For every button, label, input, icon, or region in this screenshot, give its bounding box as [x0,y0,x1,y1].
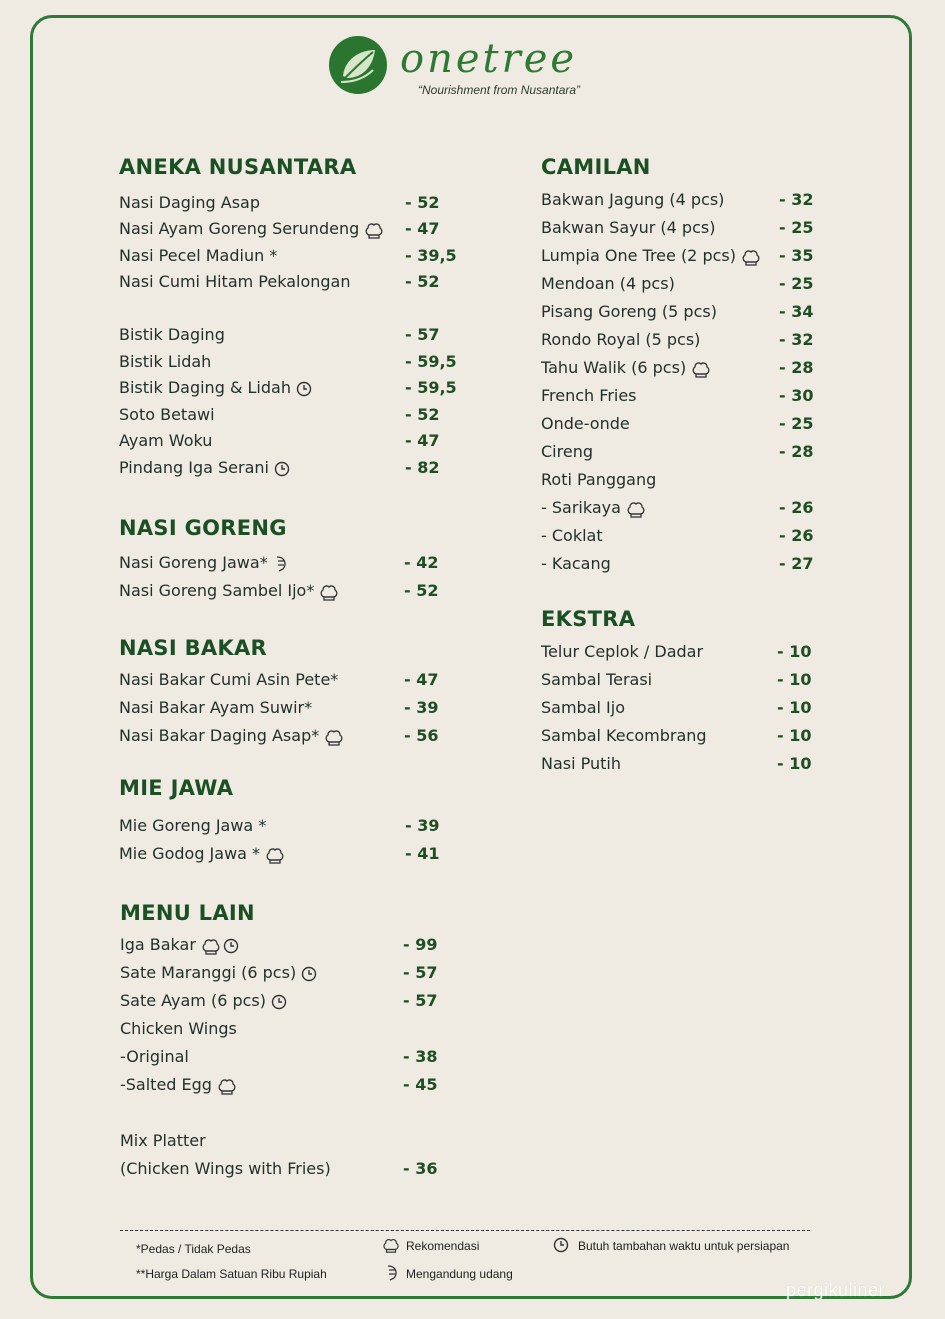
menu-item: Lumpia One Tree (2 pcs) [541,243,761,269]
menu-item: Mie Goreng Jawa * [119,816,267,835]
menu-item: Nasi Pecel Madiun * [119,246,278,265]
legend-recommend-label: Rekomendasi [406,1239,480,1253]
menu-item: -Salted Egg [120,1072,237,1098]
chef-hat-icon [741,244,761,270]
menu-item: Sambal Terasi [541,670,653,689]
menu-item: Mendoan (4 pcs) [541,274,675,293]
menu-item-price: - 10 [777,698,812,717]
section-title-camilan: CAMILAN [541,155,651,179]
menu-item: Iga Bakar [120,932,239,958]
menu-item-price: - 57 [403,963,438,982]
menu-item-price: - 39,5 [405,246,457,265]
menu-item-price: - 10 [777,754,812,773]
menu-item: Nasi Bakar Ayam Suwir* [119,698,313,717]
menu-item-price: - 52 [405,193,440,212]
menu-item-price: - 47 [405,431,440,450]
menu-item: Mix Platter [120,1131,206,1150]
menu-item: - Sarikaya [541,495,646,521]
menu-item-price: - 35 [779,246,814,265]
footer-divider [120,1230,810,1231]
menu-item: Bistik Daging [119,325,225,344]
menu-item-price: - 57 [405,325,440,344]
menu-item-price: - 45 [403,1075,438,1094]
clock-icon [296,376,312,402]
menu-item-price: - 32 [779,330,814,349]
menu-item: Cireng [541,442,593,461]
menu-item: Bakwan Sayur (4 pcs) [541,218,716,237]
menu-item: Nasi Putih [541,754,622,773]
logo-leaf-icon [329,36,387,94]
menu-item: French Fries [541,386,637,405]
menu-item: Nasi Bakar Cumi Asin Pete* [119,670,339,689]
menu-item: Chicken Wings [120,1019,237,1038]
menu-item: - Coklat [541,526,603,545]
menu-item: Bakwan Jagung (4 pcs) [541,190,725,209]
menu-item: Sate Maranggi (6 pcs) [120,960,317,986]
menu-item: Pindang Iga Serani [119,455,290,481]
section-title-nasi-bakar: NASI BAKAR [119,636,268,660]
menu-item: - Kacang [541,554,611,573]
menu-item-price: - 39 [404,698,439,717]
menu-item-price: - 42 [404,553,439,572]
section-title-menu-lain: MENU LAIN [120,901,255,925]
clock-icon [223,933,239,959]
clock-icon [271,989,287,1015]
shrimp-icon [384,1264,400,1286]
section-title-nasi-goreng: NASI GORENG [119,516,287,540]
menu-item: Rondo Royal (5 pcs) [541,330,701,349]
menu-item-price: - 99 [403,935,438,954]
menu-item-price: - 26 [779,526,814,545]
menu-item: Tahu Walik (6 pcs) [541,355,711,381]
menu-item: Telur Ceplok / Dadar [541,642,704,661]
menu-item-price: - 82 [405,458,440,477]
menu-item-price: - 26 [779,498,814,517]
menu-item: Bistik Lidah [119,352,212,371]
clock-icon [274,456,290,482]
menu-item: Nasi Goreng Jawa* [119,550,289,576]
legend-time-label: Butuh tambahan waktu untuk persiapan [578,1239,790,1253]
chef-hat-icon [382,1236,400,1258]
menu-item: Onde-onde [541,414,630,433]
brand-name: onetree [400,36,578,82]
menu-item: Pisang Goreng (5 pcs) [541,302,717,321]
chef-hat-icon [201,933,221,959]
section-title-ekstra: EKSTRA [541,607,636,631]
chef-hat-icon [319,579,339,605]
menu-item: Mie Godog Jawa * [119,841,285,867]
chef-hat-icon [691,356,711,382]
menu-item: Roti Panggang [541,470,657,489]
menu-item: Sambal Kecombrang [541,726,707,745]
chef-hat-icon [324,724,344,750]
clock-icon [553,1237,569,1257]
brand-tagline: “Nourishment from Nusantara” [418,83,581,97]
menu-item-price: - 34 [779,302,814,321]
menu-item-price: - 32 [779,190,814,209]
menu-item: Nasi Ayam Goreng Serundeng [119,216,384,242]
chef-hat-icon [626,496,646,522]
menu-item-price: - 38 [403,1047,438,1066]
menu-item-price: - 10 [777,642,812,661]
menu-item: Sate Ayam (6 pcs) [120,988,287,1014]
section-title-mie-jawa: MIE JAWA [119,776,234,800]
chef-hat-icon [265,842,285,868]
menu-item-price: - 52 [405,272,440,291]
menu-item-price: - 47 [405,219,440,238]
menu-item: Sambal Ijo [541,698,625,717]
note-spicy: *Pedas / Tidak Pedas [136,1242,251,1256]
menu-item-price: - 28 [779,358,814,377]
menu-item-price: - 59,5 [405,352,457,371]
note-price-unit: **Harga Dalam Satuan Ribu Rupiah [136,1267,327,1281]
menu-item-price: - 52 [405,405,440,424]
clock-icon [301,961,317,987]
menu-item-price: - 56 [404,726,439,745]
menu-item-price: - 25 [779,218,814,237]
menu-item: Bistik Daging & Lidah [119,375,312,401]
chef-hat-icon [364,217,384,243]
shrimp-icon [273,551,289,577]
menu-item-price: - 52 [404,581,439,600]
chef-hat-icon [217,1073,237,1099]
section-title-aneka-nusantara: ANEKA NUSANTARA [119,155,357,179]
menu-item: Soto Betawi [119,405,215,424]
menu-item-price: - 30 [779,386,814,405]
menu-item-price: - 57 [403,991,438,1010]
menu-item-price: - 10 [777,726,812,745]
menu-item-price: - 39 [405,816,440,835]
menu-item: Nasi Daging Asap [119,193,260,212]
menu-item: Nasi Bakar Daging Asap* [119,723,344,749]
menu-item-price: - 47 [404,670,439,689]
menu-item: -Original [120,1047,189,1066]
menu-item-price: - 59,5 [405,378,457,397]
menu-item-price: - 28 [779,442,814,461]
menu-item: Nasi Cumi Hitam Pekalongan [119,272,351,291]
legend-shrimp-label: Mengandung udang [406,1267,513,1281]
menu-item-price: - 10 [777,670,812,689]
menu-item-price: - 41 [405,844,440,863]
menu-item-price: - 25 [779,414,814,433]
menu-item: Ayam Woku [119,431,213,450]
menu-item-price: - 36 [403,1159,438,1178]
watermark: pergikuliner [786,1280,886,1300]
menu-item: (Chicken Wings with Fries) [120,1159,331,1178]
menu-item: Nasi Goreng Sambel Ijo* [119,578,339,604]
menu-item-price: - 25 [779,274,814,293]
menu-item-price: - 27 [779,554,814,573]
